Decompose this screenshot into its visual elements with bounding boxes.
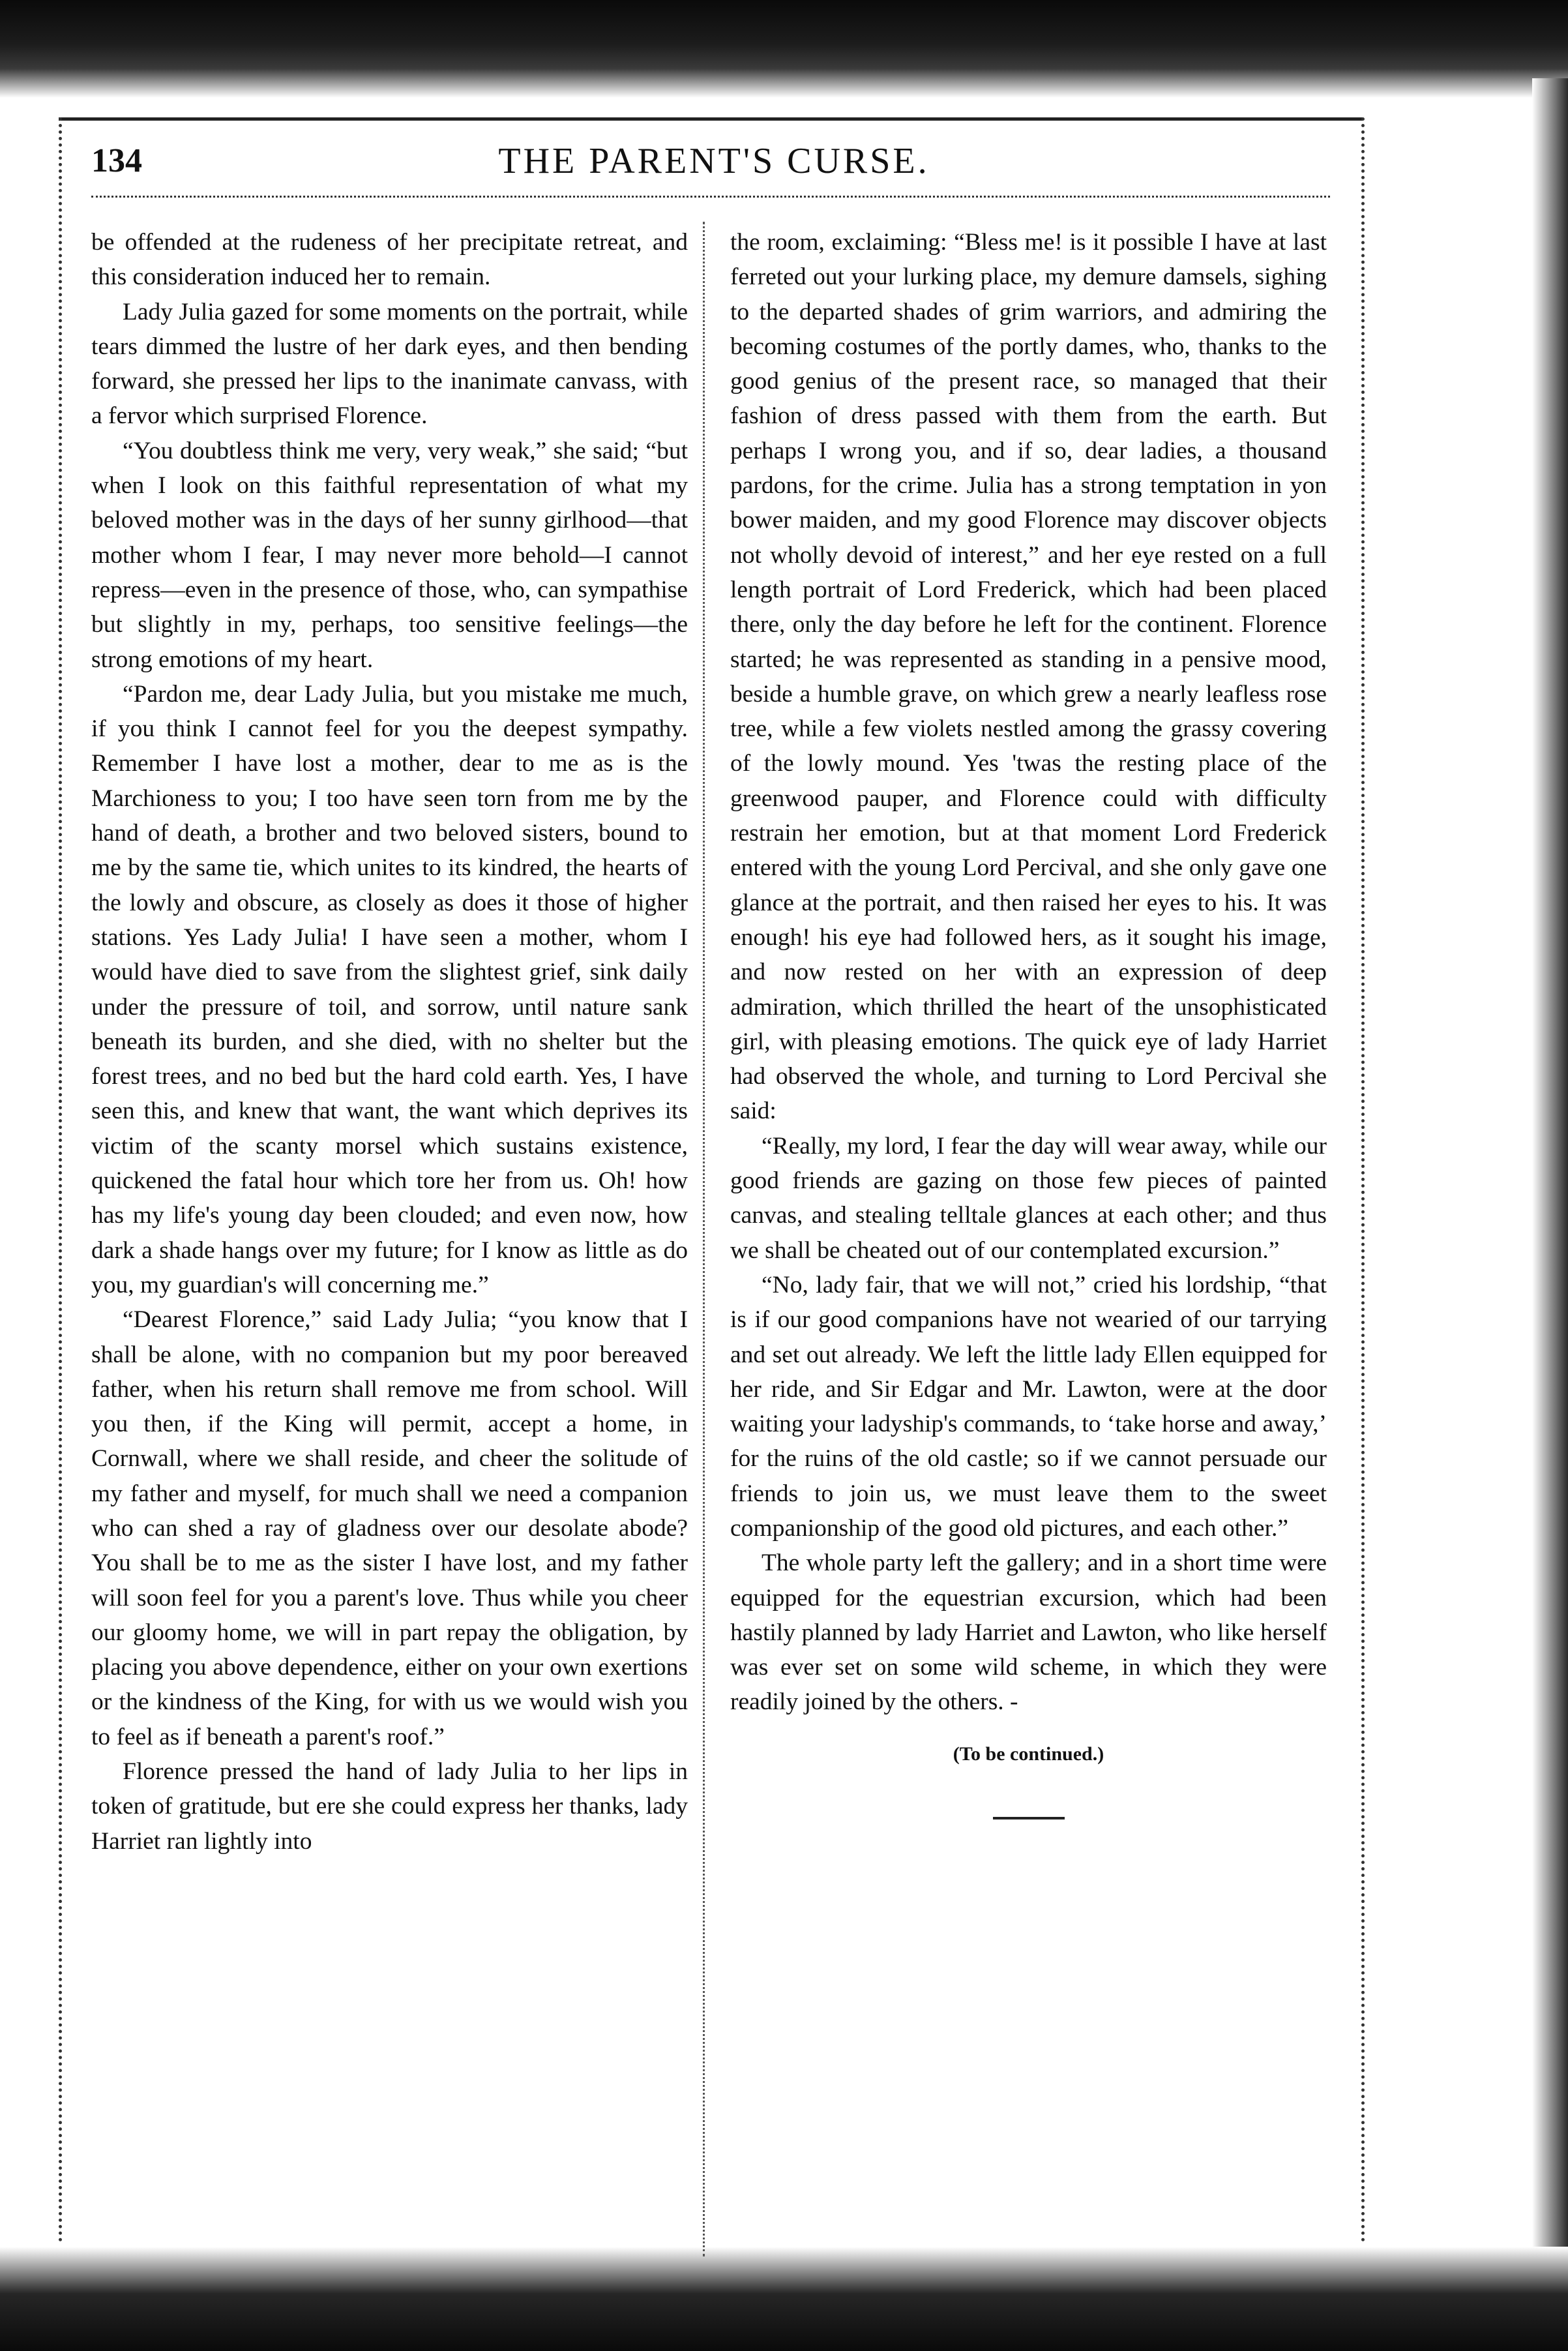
page-frame-left bbox=[59, 117, 62, 2243]
paragraph: “Really, my lord, I fear the day will wear away, while our good friends are gazing on those few pieces of painted canvas, and stealing telltale glances at each other; and thus we shall be cheated out of our contemplated excursion.” bbox=[730, 1132, 1327, 1264]
paragraph: “Pardon me, dear Lady Julia, but you mistake me much, if you think I cannot feel for you the deepest sympathy. Remember I have lost a mother, dear to me as is the Marchioness to you; I too have seen torn from me by the hand of death, a brother and two beloved sisters, bound to me by the same tie, which unites to its kindred, the hearts of the lowly and obscure, as closely as does it those of higher stations. Yes Lady Julia! I have seen a mother, whom I would have died to save from the slightest grief, sink daily under the pressure of toil, and sorrow, until nature sank beneath its burden, and she died, with no shelter but the forest trees, and no bed but the hard cold earth. Yes, I have seen this, and knew that want, the want which deprives its victim of the scanty morsel which sustains existence, quickened the fatal hour which tore her from us. Oh! how has my life's young day been clouded; and even now, how dark a shade hangs over my future; for I know as little as do you, my guardian's will concerning me.” bbox=[91, 680, 688, 1298]
paragraph: Lady Julia gazed for some moments on the portrait, while tears dimmed the lustre of her dark eyes, and then bending forward, she pressed her lips to the inanimate canvass, with a fervor which surprised Florence. bbox=[91, 298, 688, 430]
page-frame-top bbox=[59, 117, 1363, 121]
header-divider bbox=[91, 196, 1330, 198]
left-column bbox=[91, 225, 688, 1859]
continued-note: (To be continued.) bbox=[953, 1743, 1104, 1765]
paragraph: the room, exclaiming: “Bless me! is it possible I have at last ferreted out your lurking place, my demure damsels, sighing to the departed shades of grim warriors, and admiring the becoming costumes of the portly dames, who, thanks to the good genius of the present race, so managed that their fashion of dress passed with them from the earth. But perhaps I wrong you, and if so, dear ladies, a thousand pardons, for the crime. Julia has a strong temptation in yon bower maiden, and my good Florence may discover objects not wholly devoid of interest,” and her eye rested on a full length portrait of Lord Frederick, which had been placed there, only the day before he left for the continent. Florence started; he was represented as standing in a pensive mood, beside a humble grave, on which grew a nearly leafless rose tree, while a few violets nestled among the grassy covering of the lowly mound. Yes 'twas the resting place of the greenwood pauper, and Florence could with difficulty restrain her emotion, but at that moment Lord Frederick entered with the young Lord Percival, and she only gave one glance at the portrait, and then raised her eyes to his. It was enough! his eye had followed hers, as it sought his image, and now rested on her with an expression of deep admiration, which thrilled the heart of the unsophisticated girl, with pleasing emotions. The quick eye of lady Harriet had observed the whole, and turning to Lord Percival she said: bbox=[730, 229, 1327, 1125]
scan-edge-bottom bbox=[0, 2247, 1568, 2351]
right-column bbox=[730, 225, 1327, 1819]
paragraph: “Dearest Florence,” said Lady Julia; “you know that I shall be alone, with no companion but my poor bereaved father, when his return shall remove me from school. Will you then, if the King will permit, accept a home, in Cornwall, where we shall reside, and cheer the solitude of my father and myself, for much shall we need a companion who can shed a ray of gladness over our desolate abode? You shall be to me as the sister I have lost, and my father will soon feel for you a parent's love. Thus while you cheer our gloomy home, we will in part repay the obligation, by placing you above dependence, either on your own exertions or the kindness of the King, for with us we would wish you to feel as if beneath a parent's roof.” bbox=[91, 1306, 688, 1750]
page-number: 134 bbox=[91, 142, 142, 179]
end-rule bbox=[993, 1817, 1065, 1819]
paragraph: The whole party left the gallery; and in a short time were equipped for the equestrian excursion, which had been hastily planned by lady Harriet and Lawton, who like herself was ever set on some wild scheme, in which they were readily joined by the others. - bbox=[730, 1550, 1327, 1716]
paragraph: be offended at the rudeness of her precipitate retreat, and this consideration induced her to remain. bbox=[91, 229, 688, 291]
running-title: THE PARENT'S CURSE. bbox=[498, 141, 930, 181]
scan-edge-right bbox=[1532, 78, 1568, 2296]
page-header bbox=[85, 134, 1343, 192]
paragraph: Florence pressed the hand of lady Julia to her lips in token of gratitude, but ere she could express her thanks, lady Harriet ran lightly into bbox=[91, 1758, 688, 1855]
paragraph: “You doubtless think me very, very weak,” she said; “but when I look on this faithful representation of what my beloved mother was in the days of her sunny girlhood—that mother whom I fear, I may never more behold—I cannot repress—even in the presence of those, who, can sympathise but slightly in my, perhaps, too sensitive feelings—the strong emotions of my heart. bbox=[91, 437, 688, 673]
page-frame-right bbox=[1361, 117, 1365, 2243]
scan-edge-top bbox=[0, 0, 1568, 98]
column-divider bbox=[703, 222, 705, 2256]
paragraph: “No, lady fair, that we will not,” cried his lordship, “that is if our good companions have not wearied of our tarrying and set out already. We left the little lady Ellen equipped for her ride, and Sir Edgar and Mr. Lawton, were at the door waiting your ladyship's commands, to ‘take horse and away,’ for the ruins of the old castle; so if we cannot persuade our friends to join us, we must leave them to the sweet companionship of the good old pictures, and each other.” bbox=[730, 1271, 1327, 1542]
